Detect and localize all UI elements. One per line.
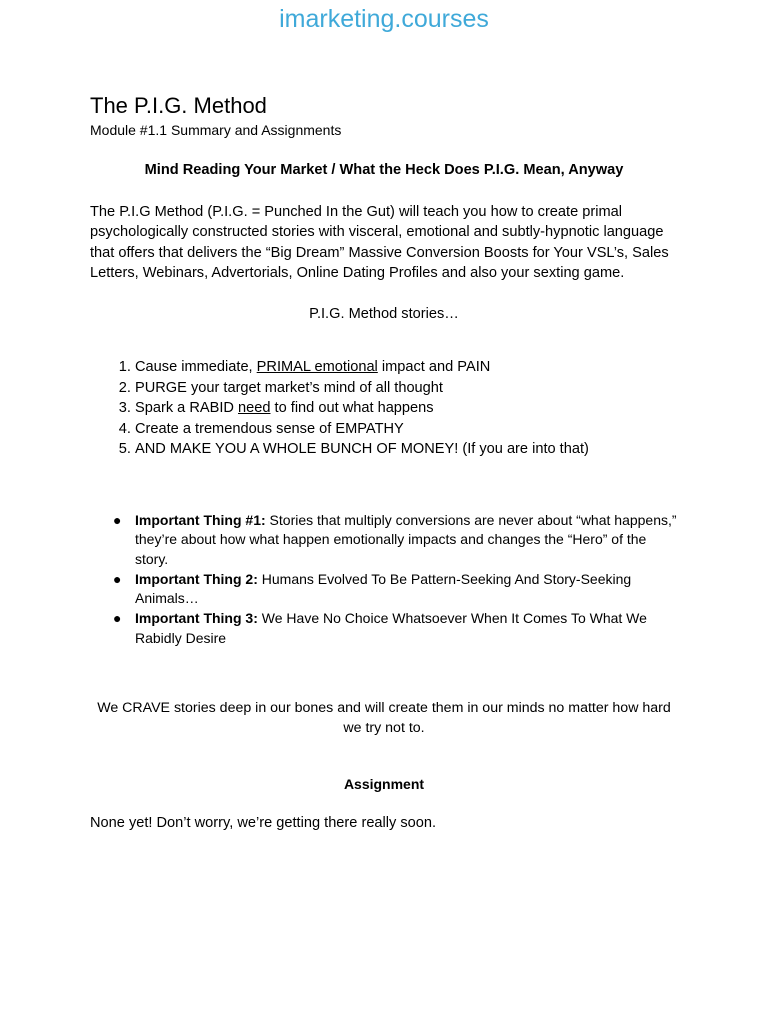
crave-statement: We CRAVE stories deep in our bones and will create them in our minds no matter how hard we try not to. (97, 700, 671, 737)
list-item: 4. Create a tremendous sense of EMPATHY (135, 419, 678, 440)
list-item: 5. AND MAKE YOU A WHOLE BUNCH OF MONEY! (If you are into that) (135, 439, 678, 460)
bullet-label: Important Thing #1: (135, 511, 266, 528)
page-subtitle: Module #1.1 Summary and Assignments (90, 122, 342, 138)
bullet-icon: ● (113, 511, 122, 528)
bullet-text: We Have No Choice Whatsoever When It Comes To What We Rabidly Desire (135, 610, 647, 646)
document-body (90, 92, 678, 833)
section-heading: Mind Reading Your Market / What the Heck Does P.I.G. Mean, Anyway (144, 162, 624, 178)
assignment-heading: Assignment (343, 776, 425, 793)
site-header-link[interactable]: imarketing.courses (279, 5, 489, 33)
bullet-text: Humans Evolved To Be Pattern-Seeking And Story-Seeking Animals… (135, 570, 632, 607)
bullet-icon: ● (113, 610, 122, 627)
list-item (113, 511, 678, 570)
list-item (113, 609, 678, 648)
list-item: 3. Spark a RABID need to find out what happens (135, 398, 678, 419)
stories-caption: P.I.G. Method stories… (309, 305, 459, 322)
intro-paragraph: The P.I.G Method (P.I.G. = Punched In the Gut) will teach you how to create primal psychologically constructed stories with visceral, emotional and subtly-hypnotic language that offers that delivers the “Big Dream” Massive Conversion Boosts for Your VSL’s, Sales Letters, Webinars, Advertorials, Online Dating Profiles and also your sexting game. (90, 203, 669, 281)
bullet-label: Important Thing 2: (135, 570, 258, 587)
bullet-icon: ● (113, 570, 122, 587)
list-item: 1. Cause immediate, PRIMAL emotional impact and PAIN (135, 357, 678, 378)
list-item (113, 570, 678, 609)
bullet-label: Important Thing 3: (135, 610, 258, 627)
numbered-list (90, 357, 678, 460)
page-title: The P.I.G. Method (90, 93, 267, 118)
bullet-text: Stories that multiply conversions are never about “what happens,” they’re about how what happen emotionally impacts and changes the “Hero” of the story. (135, 511, 677, 567)
list-item: 2. PURGE your target market’s mind of all thought (135, 378, 678, 399)
assignment-body: None yet! Don’t worry, we’re getting there really soon. (90, 814, 437, 831)
bullet-list (90, 511, 678, 649)
